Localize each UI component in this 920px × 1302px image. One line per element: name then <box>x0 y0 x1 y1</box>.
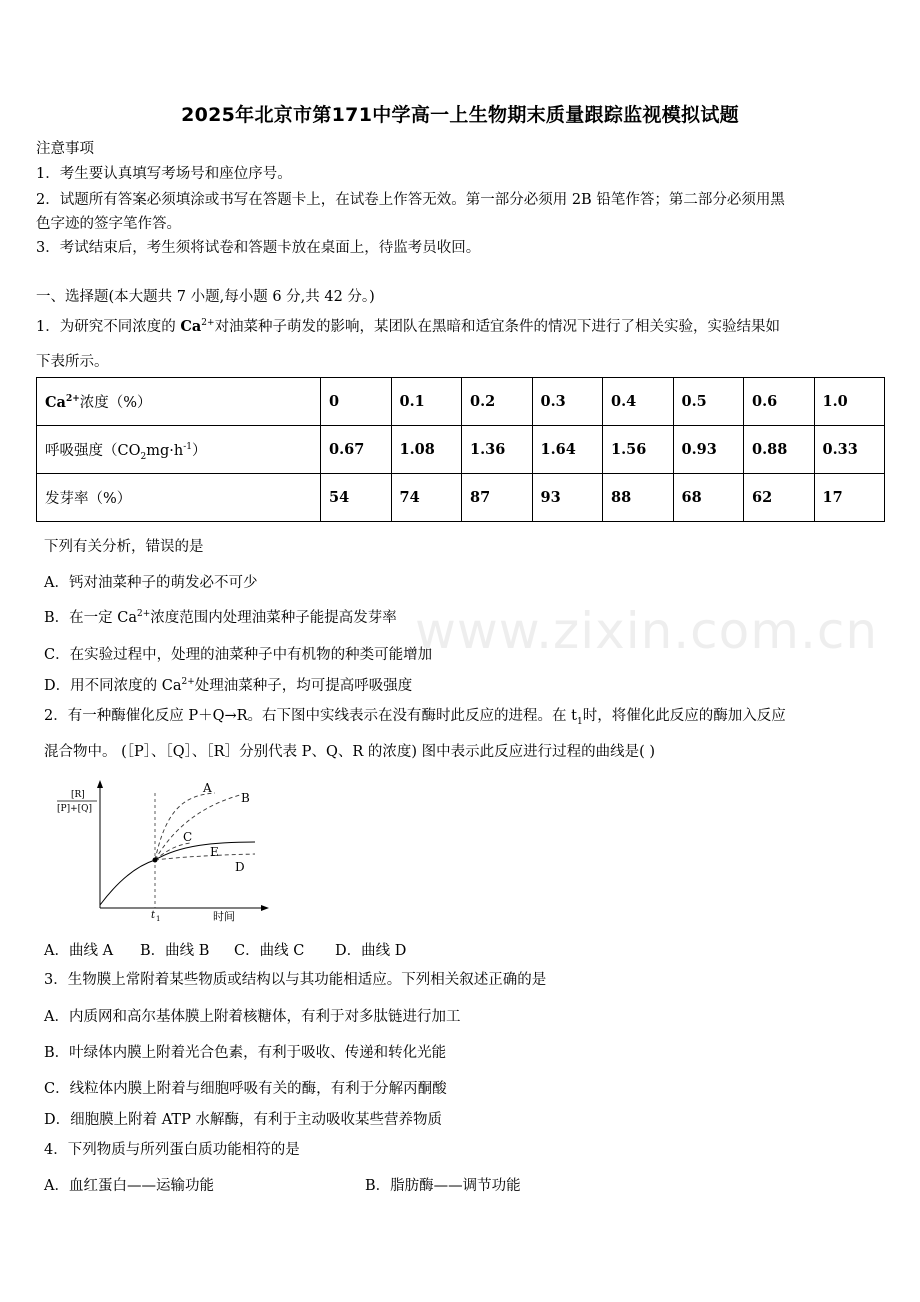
table-cell: 54 <box>321 474 392 522</box>
q1-stem-line2: 下表所示。 <box>36 354 109 370</box>
q4-stem: 4．下列物质与所列蛋白质功能相符的是 <box>44 1142 300 1158</box>
q2-stem: 2．有一种酶催化反应 P＋Q→R。右下图中实线表示在没有酶时此反应的进程。在 $t_1$时，将催化此反应的酶加入反应 <box>44 708 786 727</box>
y-axis-label-bottom: [P]+[Q] <box>57 804 93 814</box>
q3-stem: 3．生物膜上常附着某些物质或结构以与其功能相适应。下列相关叙述正确的是 <box>44 972 547 988</box>
curve-b <box>155 795 240 860</box>
table-row-label: $Ca^{2+}$浓度（%） <box>37 378 321 426</box>
page-title: 2025年北京市第171中学高一上生物期末质量跟踪监视模拟试题 <box>181 104 739 126</box>
q1-option-b: B．在一定 $Ca^{2+}$浓度范围内处理油菜种子能提高发芽率 <box>44 609 397 626</box>
table-cell: 0.3 <box>532 378 603 426</box>
notice-item: 色字迹的签字笔作答。 <box>36 216 181 232</box>
curve-label-c: C <box>183 830 193 844</box>
table-cell: 0.93 <box>673 426 744 474</box>
x-axis-arrow <box>261 905 269 911</box>
notice-item: 1．考生要认真填写考场号和座位序号。 <box>36 166 292 182</box>
q2-option-c: C．曲线 C <box>234 943 305 959</box>
y-axis-label-top: [R] <box>71 790 85 800</box>
q3-option-c: C．线粒体内膜上附着与细胞呼吸有关的酶，有利于分解丙酮酸 <box>44 1081 447 1097</box>
curve-label-e: E <box>210 845 219 859</box>
table-cell: 0.67 <box>321 426 392 474</box>
curve-label-b: B <box>241 791 250 805</box>
table-cell: 68 <box>673 474 744 522</box>
table-cell: 0.5 <box>673 378 744 426</box>
table-cell: 93 <box>532 474 603 522</box>
table-cell: 0.33 <box>814 426 885 474</box>
table-row <box>37 426 885 474</box>
table-cell: 1.08 <box>391 426 462 474</box>
notice-heading: 注意事项 <box>36 141 94 157</box>
curve-e <box>155 842 255 860</box>
q2-option-d: D．曲线 D <box>335 943 407 959</box>
q1-data-table <box>36 377 885 522</box>
notice-item: 3．考试结束后，考生须将试卷和答题卡放在桌面上，待监考员收回。 <box>36 240 481 256</box>
reaction-curve-figure <box>55 775 275 925</box>
section-heading: 一、选择题(本大题共 7 小题,每小题 6 分,共 42 分。) <box>36 289 375 305</box>
table-cell: 87 <box>462 474 533 522</box>
q2-option-a: A．曲线 A <box>44 943 114 959</box>
q1-option-a: A．钙对油菜种子的萌发必不可少 <box>44 575 258 591</box>
t1-point <box>153 858 158 863</box>
q1-option-c: C．在实验过程中，处理的油菜种子中有机物的种类可能增加 <box>44 647 433 663</box>
table-cell: 0.2 <box>462 378 533 426</box>
table-cell: 0.88 <box>744 426 815 474</box>
q1-option-d: D．用不同浓度的 $Ca^{2+}$处理油菜种子，均可提高呼吸强度 <box>44 677 413 694</box>
q2-stem-line2: 混合物中。 (［P］、［Q］、［R］分别代表 P、Q、R 的浓度) 图中表示此反应进行过程的曲线是( ) <box>44 744 656 760</box>
table-cell: 1.56 <box>603 426 674 474</box>
y-axis-arrow <box>97 780 103 788</box>
table-cell: 17 <box>814 474 885 522</box>
table-cell: 0.6 <box>744 378 815 426</box>
baseline-curve <box>100 860 155 905</box>
table-cell: 74 <box>391 474 462 522</box>
notice-item: 2．试题所有答案必须填涂或书写在答题卡上，在试卷上作答无效。第一部分必须用 2B 铅笔作答；第二部分必须用黑 <box>36 192 785 208</box>
q4-option-a: A．血红蛋白——运输功能 <box>44 1178 214 1194</box>
curve-label-a: A <box>203 781 212 795</box>
table-cell: 0.1 <box>391 378 462 426</box>
q3-option-b: B．叶绿体内膜上附着光合色素，有利于吸收、传递和转化光能 <box>44 1045 447 1061</box>
x-axis-label: 时间 <box>213 910 235 923</box>
table-row <box>37 474 885 522</box>
q3-option-a: A．内质网和高尔基体膜上附着核糖体，有利于对多肽链进行加工 <box>44 1009 461 1025</box>
table-cell: 0 <box>321 378 392 426</box>
t1-subscript: 1 <box>156 915 161 923</box>
watermark: www.zixin.com.cn <box>415 602 879 660</box>
table-row <box>37 378 885 426</box>
t1-label: t <box>151 910 156 921</box>
q2-option-b: B．曲线 B <box>140 943 210 959</box>
table-cell: 1.64 <box>532 426 603 474</box>
q1-stem: 1．为研究不同浓度的 $Ca^{2+}$对油菜种子萌发的影响，某团队在黑暗和适宜条件的情况下进行了相关实验，实验结果如 <box>36 318 781 335</box>
curve-label-d: D <box>235 860 245 874</box>
q4-option-b: B．脂肪酶——调节功能 <box>365 1178 521 1194</box>
q1-prompt: 下列有关分析，错误的是 <box>44 539 204 555</box>
curve-a <box>155 793 215 860</box>
table-cell: 0.4 <box>603 378 674 426</box>
table-cell: 62 <box>744 474 815 522</box>
table-row-label: 发芽率（%） <box>37 474 321 522</box>
q3-option-d: D．细胞膜上附着 ATP 水解酶，有利于主动吸收某些营养物质 <box>44 1112 442 1128</box>
table-cell: 1.36 <box>462 426 533 474</box>
table-cell: 1.0 <box>814 378 885 426</box>
table-row-label: 呼吸强度$(CO_2mg\cdot h^{-1})$ <box>37 426 321 474</box>
table-cell: 88 <box>603 474 674 522</box>
